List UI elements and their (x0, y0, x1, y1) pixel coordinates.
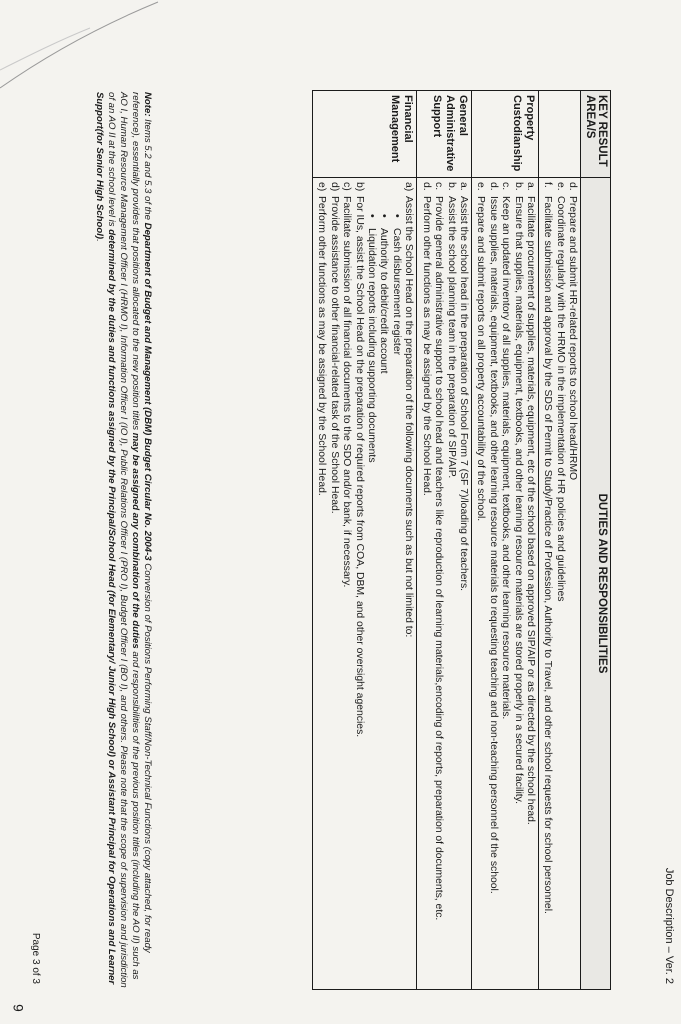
duty-item (486, 182, 498, 985)
note-text: and responsibilities of the previous position titles (including the AO II) such as AO I, Human Resource Management Officer I (HRMO I), Information Officer I (IO I), Public Relations Officer I (PRO I), Budget Officer I (BO I), and others. Please note that the scope of supervision and jurisdiction of an AO II at the school level is (106, 92, 141, 988)
duties-cell (538, 178, 580, 990)
duty-text: Facilitate submission and approval by the SDS of Permit to Study/Practice of Profession, Authority to Travel, and other school requests for school personnel. (542, 196, 554, 914)
bullet-icon: • (378, 214, 390, 218)
duty-marker: a. (524, 182, 536, 191)
key-result-area (313, 91, 417, 178)
note-text: Items 5.2 and 5.3 of the (142, 116, 153, 223)
duty-text: Assist the school planning team in the preparation of SIP/AIP. (445, 196, 457, 479)
table-row (417, 91, 472, 990)
bullet-icon: • (366, 214, 378, 218)
duty-text: Issue supplies, materials, equipment, textbooks, and other learning resource materials to requesting teaching and non-teaching personnel of the school. (487, 196, 499, 894)
duty-item (340, 182, 352, 985)
key-result-area-label: Financial (402, 95, 415, 143)
key-result-area-label: Administrative (443, 95, 456, 172)
duty-text: Perform other functions as may be assigned by the School Head. (316, 196, 328, 496)
key-result-area-label: Management (389, 95, 402, 163)
duty-marker: c) (341, 182, 353, 191)
duty-item (352, 182, 364, 985)
duty-text: Provide assistance to other financial-related task of the School Head. (328, 196, 340, 514)
table-row (313, 91, 417, 990)
duty-list (419, 182, 469, 985)
duty-text: Coordinate regularly with the HRMO in the implementation of HR policies and guidelines (554, 196, 566, 602)
duty-item (553, 182, 565, 985)
duty-marker: e) (316, 182, 328, 192)
duty-marker: d) (328, 182, 340, 192)
note-bold-text: Department of Budget and Management (DBM) Budget Circular No. 2004-3 (142, 222, 153, 561)
duty-text: Facilitate submission of all financial documents to the SDO and/or bank, if necessary. (341, 196, 353, 588)
duty-marker: f. (542, 182, 554, 188)
bullet-icon: • (390, 214, 402, 218)
bullet-item (390, 214, 402, 637)
duty-item (566, 182, 578, 985)
note-text: . (94, 239, 105, 242)
duty-item (315, 182, 327, 985)
table-row (538, 91, 580, 990)
duty-marker: b) (353, 182, 365, 192)
duty-marker: d. (567, 182, 579, 191)
duty-item (444, 182, 456, 985)
duty-marker: a. (457, 182, 469, 191)
duty-text: Prepare and submit reports on all property accountability of the school. (475, 196, 487, 522)
key-result-area (471, 91, 538, 178)
duty-text: Keep an updated inventory of all supplies, materials, equipment, textbooks, and other learning resource materials. (500, 196, 512, 720)
duty-item (457, 182, 469, 985)
duties-cell (471, 178, 538, 990)
bullet-text: Liquidation reports including supporting documents (366, 228, 378, 463)
duties-cell (313, 178, 417, 990)
duty-text: Prepare and submit HR-related reports to school head/HRMO (567, 196, 579, 481)
duty-list (315, 182, 414, 985)
duty-marker: b. (512, 182, 524, 191)
duty-item (432, 182, 444, 985)
duty-marker: c. (500, 182, 512, 191)
page-footer: Page 3 of 3 (30, 932, 41, 984)
duty-text: Ensure that supplies, materials, equipment, textbooks, and other learning resource materials are stored properly in a secured facility. (512, 196, 524, 804)
handwritten-page-number: 6 (9, 1004, 26, 1012)
duty-intro: Assist the School Head on the preparation of the following documents such as but not limited to: (403, 196, 415, 638)
duty-text: Provide general administrative support to school head and teachers like reproduction of learning materials,encoding of reports, preparation of documents, etc. (433, 196, 445, 921)
key-result-area-label: General (456, 95, 469, 136)
duty-marker: c. (433, 182, 445, 191)
duty-marker: e. (554, 182, 566, 191)
bullet-text: Cash disbursement register (390, 228, 402, 356)
bullet-item (377, 214, 389, 637)
duty-list (474, 182, 536, 985)
duty-item (499, 182, 511, 985)
note-bold-text: determined by the duties and functions assigned by the Principal/School Head (for Elementary/ Junior High School) or Assistant Principal for Operations and Learner Support(for Senior High School) (94, 92, 117, 985)
duty-item (541, 182, 553, 985)
document-version: Job Description – Ver. 2 (663, 867, 675, 984)
bullet-text: Authority to debit/credit account (378, 228, 390, 374)
duty-item (327, 182, 339, 985)
note-bold-text: may be assigned any combination of the duties (130, 432, 141, 649)
key-result-area-label: Custodianship (510, 95, 523, 172)
duty-item (524, 182, 536, 985)
duty-marker: d. (420, 182, 432, 191)
duties-cell (417, 178, 472, 990)
note-text: Conversion of Positions Performing Staff/Non-Technical Functions (copy attached, for ready reference), essentially provides that positions allocated to the new position titles (130, 92, 153, 953)
key-result-area (417, 91, 472, 178)
duties-header: DUTIES AND RESPONSIBILITIES (581, 178, 611, 990)
table-header-row (581, 91, 611, 990)
duty-text: Facilitate procurement of supplies, materials, equipment, etc of the school based on approved SIP/AIP or as directed by the school head. (524, 196, 536, 825)
duty-list (541, 182, 578, 985)
duty-item (419, 182, 431, 985)
duty-text: Perform other functions as may be assigned by the School Head. (420, 196, 432, 496)
key-result-area-label: Property (523, 95, 536, 141)
duty-item (511, 182, 523, 985)
key-result-area-label: Support (430, 95, 443, 138)
duty-marker: b. (445, 182, 457, 191)
key-result-area (538, 91, 580, 178)
duty-text: For IUs, assist the School Head on the preparation of required reports from COA, DBM, and other oversight agencies. (353, 196, 365, 738)
duty-marker: a) (403, 182, 415, 192)
duty-text: Assist the school head in the preparation of School Form 7 (SF 7)/loading of teachers. (457, 196, 469, 592)
duty-item (365, 182, 415, 985)
table-body (313, 91, 581, 990)
key-result-area-header: KEY RESULT AREA/S (581, 91, 611, 178)
duty-item (474, 182, 486, 985)
table-row (471, 91, 538, 990)
note-label: Note: (142, 92, 153, 117)
duty-marker: e. (475, 182, 487, 191)
duty-text (365, 196, 415, 637)
duties-table (312, 90, 611, 990)
bullet-list (365, 196, 402, 637)
bullet-item (365, 214, 377, 637)
note-paragraph (93, 92, 153, 990)
duty-marker: d. (487, 182, 499, 191)
